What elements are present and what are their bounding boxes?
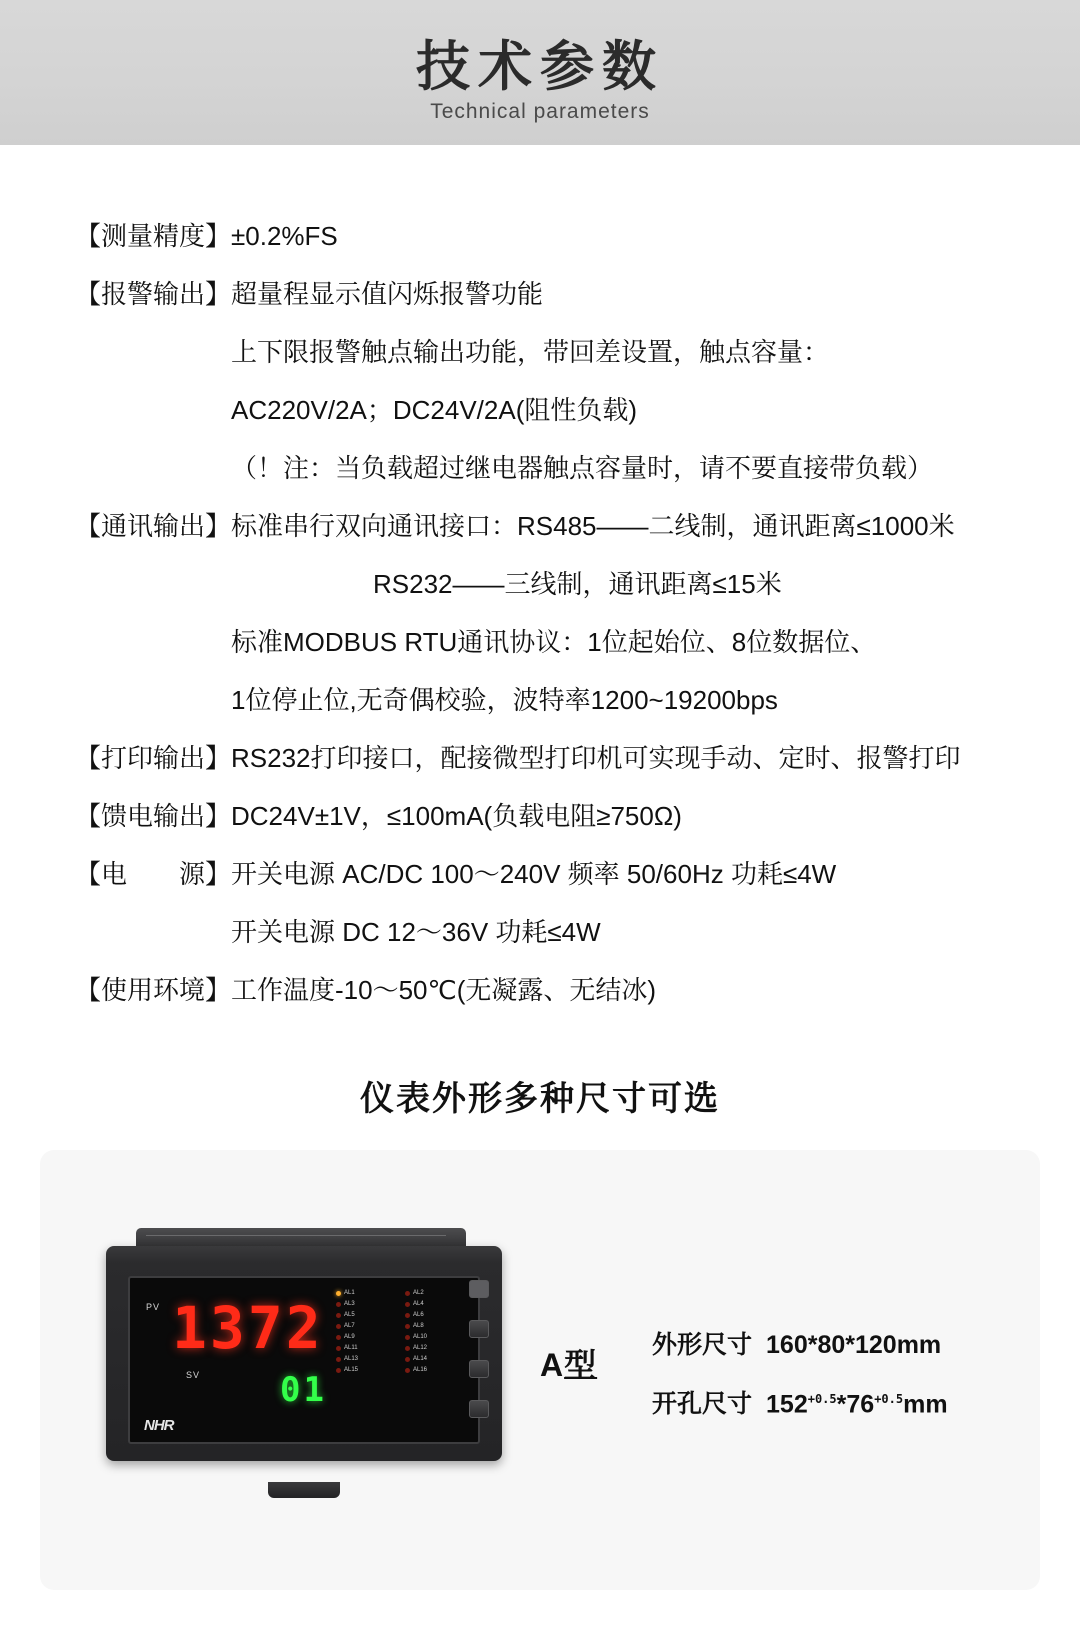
alarm-led-label: AL13 xyxy=(344,1356,359,1362)
spec-label: 【通讯输出】 xyxy=(75,511,232,541)
alarm-led-indicator-icon xyxy=(405,1313,410,1318)
alarm-led-indicator-icon xyxy=(336,1302,341,1307)
spec-continuation: 标准MODBUS RTU通讯协议：1位起始位、8位数据位、 xyxy=(231,627,877,657)
section-heading-sizes: 仪表外形多种尺寸可选 xyxy=(360,1080,720,1118)
alarm-led-label: AL1 xyxy=(344,1290,355,1296)
alarm-led-indicator-icon xyxy=(405,1291,410,1296)
spec-label: 【馈电输出】 xyxy=(75,801,232,831)
alarm-led-label: AL8 xyxy=(413,1323,424,1329)
spec-continuation: （！注：当负载超过继电器触点容量时，请不要直接带负载） xyxy=(231,453,934,483)
alarm-led-indicator-icon xyxy=(405,1368,410,1373)
alarm-led-label: AL9 xyxy=(344,1334,355,1340)
pv-value-readout: 1372 xyxy=(172,1294,324,1362)
alarm-led-label: AL14 xyxy=(413,1356,428,1362)
spec-value: 开关电源 AC/DC 100～240V 频率 50/60Hz 功耗≤4W xyxy=(231,859,837,889)
spec-row-measurement-accuracy xyxy=(75,207,1040,265)
page-header-banner xyxy=(0,0,1080,145)
alarm-led-item xyxy=(336,1312,399,1318)
alarm-led-item xyxy=(405,1345,468,1351)
alarm-led-label: AL16 xyxy=(413,1367,428,1373)
spec-label: 【打印输出】 xyxy=(75,743,232,773)
alarm-led-indicator-icon xyxy=(336,1346,341,1351)
alarm-led-item xyxy=(336,1301,399,1307)
device-illustration xyxy=(98,1228,518,1498)
specifications-list xyxy=(0,207,1080,1019)
model-type-prefix: A xyxy=(540,1347,565,1383)
spec-label: 【使用环境】 xyxy=(75,975,232,1005)
sv-value-readout: 01 xyxy=(280,1370,327,1410)
spec-continuation: AC220V/2A；DC24V/2A(阻性负载) xyxy=(231,395,638,425)
device-key-down[interactable] xyxy=(469,1360,489,1378)
spec-label: 【测量精度】 xyxy=(75,221,232,251)
alarm-led-indicator-icon xyxy=(336,1335,341,1340)
alarm-led-indicator-icon xyxy=(336,1313,341,1318)
alarm-led-item xyxy=(336,1290,399,1296)
page-subtitle: Technical parameters xyxy=(430,99,650,123)
alarm-led-label: AL10 xyxy=(413,1334,428,1340)
spec-row-alarm-output xyxy=(75,265,1040,323)
alarm-led-label: AL11 xyxy=(344,1345,358,1351)
spec-row-communication-output xyxy=(75,497,1040,555)
alarm-led-label: AL3 xyxy=(344,1301,355,1307)
spec-value: DC24V±1V，≤100mA(负载电阻≥750Ω) xyxy=(231,801,682,831)
spec-label: 【报警输出】 xyxy=(75,279,232,309)
device-key-set[interactable] xyxy=(469,1280,489,1298)
spec-value: 工作温度-10～50℃(无凝露、无结冰) xyxy=(231,975,657,1005)
brand-logo: NHR xyxy=(144,1417,174,1434)
spec-row-feed-output xyxy=(75,787,1040,845)
device-display-screen xyxy=(128,1276,480,1444)
spec-row-power-supply xyxy=(75,845,1040,903)
alarm-led-label: AL6 xyxy=(413,1312,424,1318)
device-keypad[interactable] xyxy=(466,1280,492,1418)
dimension-list xyxy=(652,1318,948,1431)
sv-tag: SV xyxy=(186,1370,201,1380)
dimension-row-outer xyxy=(652,1318,948,1372)
spec-value: 超量程显示值闪烁报警功能 xyxy=(231,279,544,309)
spec-continuation: 1位停止位,无奇偶校验，波特率1200~19200bps xyxy=(231,685,778,715)
spec-value: ±0.2%FS xyxy=(231,221,338,251)
alarm-led-label: AL15 xyxy=(344,1367,359,1373)
alarm-led-label: AL7 xyxy=(344,1323,355,1329)
alarm-led-item xyxy=(405,1367,468,1373)
alarm-led-indicator-icon xyxy=(336,1324,341,1329)
device-body xyxy=(106,1246,502,1461)
alarm-led-item xyxy=(405,1356,468,1362)
spec-value: 标准串行双向通讯接口：RS485——二线制，通讯距离≤1000米 xyxy=(231,511,955,541)
dimension-label: 外形尺寸 xyxy=(652,1331,753,1359)
spec-value: RS232打印接口，配接微型打印机可实现手动、定时、报警打印 xyxy=(231,743,961,773)
spec-continuation: RS232——三线制，通讯距离≤15米 xyxy=(373,569,782,599)
dimension-value: $152^{+0.5}*76^{+0.5}mm$ xyxy=(766,1390,948,1419)
spec-row-operating-environment xyxy=(75,961,1040,1019)
pv-tag: PV xyxy=(146,1302,161,1312)
device-key-up[interactable] xyxy=(469,1400,489,1418)
alarm-led-label: AL12 xyxy=(413,1345,428,1351)
model-type-label xyxy=(540,1340,597,1386)
alarm-led-indicator-icon xyxy=(405,1302,410,1307)
product-showcase-card xyxy=(40,1150,1040,1590)
spec-continuation: 开关电源 DC 12～36V 功耗≤4W xyxy=(231,917,601,947)
alarm-led-item xyxy=(405,1312,468,1318)
spec-continuation: 上下限报警触点输出功能，带回差设置，触点容量： xyxy=(231,337,830,367)
alarm-led-item xyxy=(405,1301,468,1307)
alarm-led-indicator-icon xyxy=(405,1346,410,1351)
device-bottom-bracket xyxy=(268,1482,340,1498)
alarm-led-indicator-icon xyxy=(336,1368,341,1373)
spec-row-print-output xyxy=(75,729,1040,787)
alarm-led-item xyxy=(336,1323,399,1329)
alarm-led-item xyxy=(336,1334,399,1340)
dimension-tolerance: +0.5 xyxy=(874,1392,904,1406)
alarm-led-indicator-icon xyxy=(336,1357,341,1362)
alarm-led-grid xyxy=(336,1290,468,1373)
dimension-row-cutout xyxy=(652,1372,948,1431)
alarm-led-item xyxy=(336,1345,399,1351)
alarm-led-item xyxy=(336,1356,399,1362)
alarm-led-indicator-icon xyxy=(336,1291,341,1296)
alarm-led-label: AL5 xyxy=(344,1312,355,1318)
spec-label: 【电 源】 xyxy=(75,859,232,889)
device-key-shift[interactable] xyxy=(469,1320,489,1338)
alarm-led-indicator-icon xyxy=(405,1324,410,1329)
alarm-led-indicator-icon xyxy=(405,1335,410,1340)
dimension-tolerance: +0.5 xyxy=(807,1392,837,1406)
page-title: 技术参数 xyxy=(416,37,664,98)
dimension-label: 开孔尺寸 xyxy=(652,1390,753,1419)
alarm-led-item xyxy=(405,1323,468,1329)
alarm-led-label: AL2 xyxy=(413,1290,424,1296)
alarm-led-item xyxy=(336,1367,399,1373)
alarm-led-indicator-icon xyxy=(405,1357,410,1362)
dimension-value: 160*80*120mm xyxy=(766,1331,942,1359)
alarm-led-item xyxy=(405,1290,468,1296)
model-type-suffix: 型 xyxy=(564,1347,598,1383)
alarm-led-label: AL4 xyxy=(413,1301,424,1307)
alarm-led-item xyxy=(405,1334,468,1340)
